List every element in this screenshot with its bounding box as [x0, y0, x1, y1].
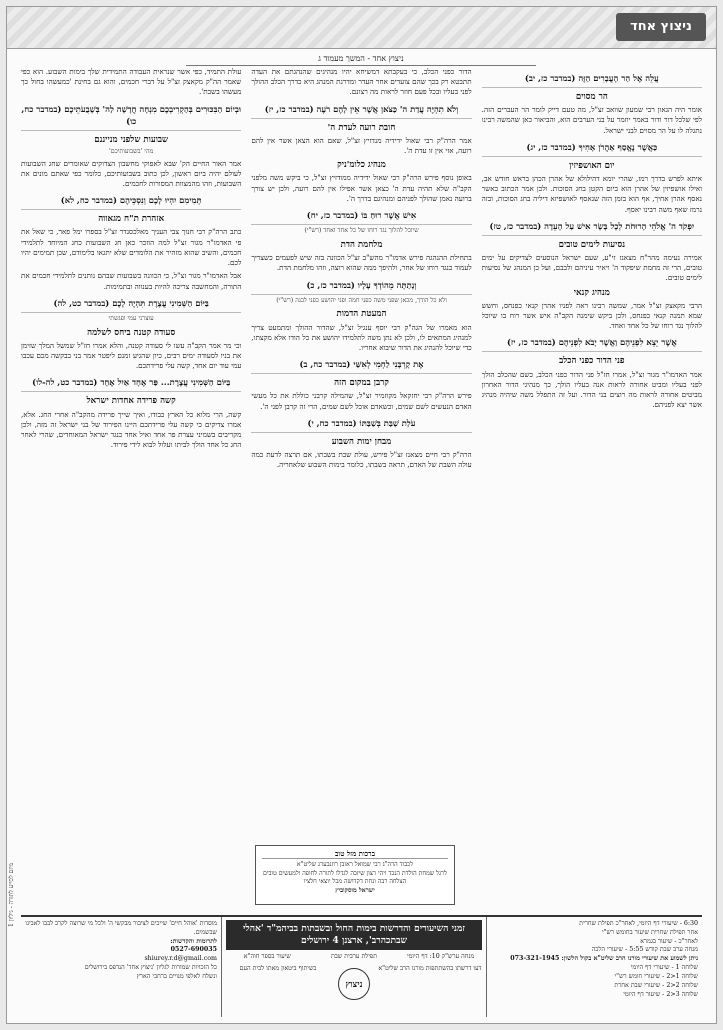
paragraph: אבל האדמו"ר מגור זצ"ל, כי הכוונה בשבועות שבהם נותנים לתלמידי חכמים את התורה, והמחשבה צריכה להיות בענווה ובתמימות. [21, 271, 242, 291]
side-strip [7, 862, 21, 1017]
contact-line: לתרומות והקדשות: [170, 937, 217, 945]
section-title: קרבן במקום הזה [334, 378, 389, 389]
time-cell: תפילת ערבית שבת [330, 952, 378, 960]
section-title: סעודה קטנה ביחס לשלמה [87, 327, 176, 338]
paragraph: הוא מאמרו של הגה"ק רבי יוסף ענגיל זצ"ל, שהדור ההולך ומתמעט צריך למנהיג המתאים לו, ולכן לא נתן משה לתלמידו יהושע את כל הודו אלא מקצתו, כדי שיוכל להנהיג את הדור שיבוא אחריו. [251, 322, 472, 353]
paragraph: הדור כפני הכלב, כי בעקבתא דמשיחא יהיו מנהיגים שהנהגתם את העדה תתבטא רק בכך שהם צועדים אחר העדר ומדרגת המנהג היא כדרך הכלב ההולך לפני בעליו ובכל פעם חוזר לראות מה רצונם. [251, 67, 472, 97]
paragraph: קשה, הרי מלוא כל הארץ כבודו, ואיך שייך פרידה מהקב"ה אחרי החג. אלא, אמרו צדיקים כי קשה עלי פרידתכם היינו הפירוד של בני ישראל זה מזה, ולכן מקריבים בשמיני עצרת פר אחד ואיל אחד כנגד ישראל המאוחדים, שהרי לאחר החג כל אחד הולך לביתו ועלול לבוא לידי פירוד. [21, 409, 242, 450]
section-title: פני הדור כפני הכלב [559, 356, 625, 367]
paragraph: אמר האור החיים הק' שבא לאפוקי מחשבון הצדוקים שאומרים שחג השבועות לעולם יהיה ביום ראשון, לכן כתוב בשבועותיכם, כלומר כפי שאתם מונים את השבועות, וזהו מהמצוות המסורות לחכמים. [21, 158, 242, 189]
schedule-line: אחר תפילת שחרית שיעור בחומש רש"י [602, 928, 698, 936]
paragraph: פירש הרה"ק רבי יחזקאל מקוזמיר זצ"ל, שהמילה קרבני כוללת את כל מעשי האדם הנעשים לשם שמים, וכשאדם אוכל לשם שמים, הרי זה קרבן לפני ה'. [251, 391, 472, 411]
column-middle [251, 67, 471, 907]
note: מהי 'בשבועותיכם' [109, 147, 154, 155]
section-title: אזהרת ת"ח מגאווה [98, 214, 165, 225]
section-title: קשה פרידה אחדות ישראל [86, 396, 176, 407]
verse-heading: אֲשֶׁר יֵצֵא לִפְנֵיהֶם וַאֲשֶׁר יָבֹא לִפְנֵיהֶם (במדבר כז, יז) [482, 337, 702, 352]
congratulations-box [255, 845, 455, 905]
verse-heading: עֹלַת שַׁבַּת בְּשַׁבַּתּוֹ (במדבר כח, י) [251, 418, 471, 433]
verse-heading: בַּיּוֹם הַשְּׁמִינִי עֲצֶרֶת... פַּר אֶחָד אַיִל אֶחָד (במדבר כט, לה-לו) [21, 377, 241, 392]
paragraph: כתב הרה"ק רבי חנוך צבי העניך מאלכסנדר זצ"ל בספרו ימל פאר, כי שאל את פי האדמו"ר מגור זצ"ל למה הוזכר כאן חג השבועות כחג המיוחד לתלמידי חכמים, והשיב שהוא מזהיר את הלומדים שלא יתגאו בלימודם, שכן תמימים יהיו לכם. [21, 227, 242, 268]
verse-heading: יִפְקֹד ה' אֱלֹהֵי הָרוּחֹת לְכָל בָּשָׂר אִישׁ עַל הָעֵדָה (במדבר כז, טז) [482, 221, 702, 236]
phone-line: ניתן לשמוע את שיעורי מורנו הרב שליט"א בקול הלשון: 073-321-1945 [510, 955, 698, 963]
contact-line: כל הזכויות שמורות לגליון 'ניצוץ אחד' הנדפס בירושלים [84, 964, 217, 972]
verse-heading: תְּמִימִם יִהְיוּ לָכֶם וְנִסְכֵּיהֶם (במדבר כח, לא) [21, 195, 241, 210]
paragraph: אמר האדמו"ר מגור זצ"ל, אמרו חז"ל פני הדור כפני הכלב, כשם שהכלב הולך לפני בעליו ומביט אחורה לראות אנה בעליו הולך, כך מנהיגי הדור האחרון מביטים אחורה לראות מה רוצים בני הדור. ועל זה התפלל משה שיהיה מנהיג אשר יצא לפניהם. [481, 369, 702, 410]
contact-line: מוסדות 'אוהל חיים' שייכים לציבור מבקשי ה' ולכל מי שרוצה לקרב לבבו לאבינו שבשמים. [25, 920, 217, 936]
verse-heading: בַּיּוֹם הַשְּׁמִינִי עֲצֶרֶת תִּהְיֶה לָכֶם (במדבר כט, לה) [21, 298, 241, 313]
column-right [482, 67, 702, 907]
schedule-line: 6:30 - שיעורי דף היומי, לאחר"כ תפילת שחרית [579, 920, 698, 927]
verse-heading: וּבְיוֹם הַבִּכּוּרִים בְּהַקְרִיבְכֶם מִנְחָה חֲדָשָׁה לַה' בְּשָׁבֻעֹתֵיכֶם (במדבר כח, כו) [21, 104, 241, 131]
box-line: לרגל שמחת הולדת הנכד ויהי רצון שיזכה לגדלו לתורה לחופה ולמעשים טובים [263, 869, 447, 877]
logo: ניצוץ [338, 968, 370, 1000]
paragraph: איתא לפרש בדרך רמז, שהרי יומא דהילולא של אהרן הכהן בראש חודש אב, ואילו אושפיזין של אהרן הוא ביום הקטן בחג הסוכות. ולכן אמר הכתוב כאשר נאסף אהרן אחיך, אף הוא בזמן הזה שנאסף לאושפיזא דיליה בחג הסוכות, ובזה נרמז שאף משה רבינו יאסף. [481, 173, 702, 214]
side-strip-text: מיזם לסייע לתורה - גיליון 1 [8, 862, 15, 927]
note-cell: דעו דרשתו בהשתתפות מורנו הרב שליט"א [378, 964, 482, 972]
running-head: ניצוץ אחד - המשך מעמוד ג [186, 54, 536, 66]
box-title: ברכות מזל טוב [262, 849, 448, 859]
times-row [226, 953, 482, 962]
section-title: שבועות שלפני מנייננם [94, 134, 169, 145]
contact-panel [21, 917, 221, 1017]
paragraph: וכי מר אמר הקב"ה עשו לי סעודה קטנה, והלא אמרו חז"ל שמשל המלך שזימן את בניו לסעודה ימים רבים, כיון שהגיע זמנם ליפטר אמר בני בבקשה מכם עכבו עמי עוד יום אחד, קשה עלי פרידתכם. [21, 340, 242, 371]
extension-line: שלוחה 3<2 - שיעור דף היומי [623, 990, 698, 998]
paragraph: אמירה נעימה מהר"ח מצאנז זי"ע, שעם ישראל הנוסעים לצדיקים על ימים טובים, הרי זה מחמת שיפקוד ה' ויאיר עיניהם ולבבם, ועל כן המנהג של נסיעות לימים טובים. [481, 252, 702, 283]
schedule-panel [487, 917, 702, 1017]
paragraph: אומר היה הגאון רבי שמעון שוואב זצ"ל, מה טעם דייק לומר הר העברים הזה. לפי שלכל דור ודור באמר יוזמר על בני הערבים הוא, והביאור כאן שהמשה רבינו נתגלה לו על הר מסוים לבני ישראל. [481, 105, 702, 135]
verse-heading: וְנָתַתָּה מֵהוֹדְךָ עָלָיו (במדבר כז, כ) [251, 280, 471, 295]
section-title: מנהיג קנאי [573, 287, 610, 298]
verse-heading: וְלֹא תִהְיֶה עֲדַת ה' כַּצֹּאן אֲשֶׁר אֵין לָהֶם רֹעֶה (במדבר כז, יז) [251, 104, 471, 119]
paragraph: אמר הרה"ק רבי שאול ידידיה מנדזיץ זצ"ל, שאם הוא הצאן אשר אין להם רועה, אזי אין זו עדת ה'. [251, 135, 472, 155]
section-title: נסיעות לימים טובים [558, 239, 626, 250]
time-cell: שיעור בספר חוה"א [243, 952, 291, 960]
verse-heading: עֲלֵה אֶל הַר הָעֲבָרִים הַזֶּה (במדבר כז, יב) [482, 73, 702, 88]
box-line: הצלחה רבה ונחת דקדושה מכל יוצאי חלציו [303, 878, 407, 886]
rashi-note: ולא כל הודך, מכאן שפני משה כפני חמה ופני יהושע כפני לבנה (רש"י) [276, 296, 447, 304]
paragraph: באופן נוסף פירש הרה"ק רבי שאול ידידיה ממודזיץ זצ"ל, כי ביקש משה מלפני הקב"ה שלא תהיה עדת ה' כצאן אשר אפילו אין להם רועה, ולכן יש צורך ברועה נאמן שהולך לפניהם ומנהיגם בדרך ה'. [251, 173, 472, 203]
times-title: זמני השיעורים והדרשות בימות החול ובשבתות בביהמ"ד 'אהלי שבתכהרב', ארצנן 4 ירושלים [226, 920, 482, 950]
phone-number[interactable]: 0527-690035 [170, 946, 217, 954]
section-title: חובת רועה לעדת ה' [327, 122, 396, 133]
extension-line: שלוחה 1 - שיעורי דף היומי [630, 964, 698, 972]
paragraph: הרה"ק רבי חיים מצאנז זצ"ל פירש, עולת שבת בשבתו, אם תרצה לדעת כמה עולה השבת של האדם, תראה בשבתו, כלומר בימות השבוע שלאחריה. [251, 449, 472, 470]
footer [21, 915, 702, 1017]
section-title: המעטת הדמות [336, 309, 387, 320]
paragraph: עולת התמיד, כפי אשר שנראית העבודה התמידית שלך בימות השבוע. הוא כפי שאמר הה"ק מקאצק זצ"ל על דברי חכמים, והוא גם בחינת 'כמעשהו בחול כך מעשהו בשבת'. [21, 67, 242, 97]
paragraph: הרבי מקאצק זצ"ל אמר, שמשה רבינו ראה לפניו אהרן קנאי כפנחס, וחשש שמא תמנה קנאי כפנחס, ולכן ביקש שימנה הקב"ה איש אשר רוח בו שיוכל להלוך נגד רוחו של כל אחד ואחד. [481, 300, 702, 331]
header-banner [7, 7, 716, 49]
times-panel [221, 917, 487, 1017]
note-cell: בשיתוף ביטאון מאתו לבית העם [239, 964, 317, 972]
contact-line: ונשלח לאלפי מנויים ברחבי הארץ [136, 972, 217, 980]
schedule-line: מנחה ערב שבת קודש 5:55 - שיעורי הלכה [591, 946, 698, 954]
section-title: מבחן ימות השבוע [331, 436, 392, 447]
page-frame [6, 6, 717, 1024]
section-title: מלחמת הדת [340, 239, 383, 250]
section-title: הר מסוים [575, 91, 608, 102]
verse-heading: כַּאֲשֶׁר נֶאֱסַף אַהֲרֹן אָחִיךָ (במדבר כז, יג) [482, 142, 702, 157]
extension-line: שלוחה 2<2 - שיעורי שבת אחרת [614, 981, 698, 989]
newsletter-title: ניצוץ אחד [616, 13, 706, 41]
paragraph: בתחילת ההנהגה פירש אדמו"ר מהש"ב זצ"ל הכוונה בזה שיש לפעמים כשצריך לעמוד כנגד רוחו של אחר, ולהיפך ממה שהוא רוצה, וזהו מלחמת הדת. [251, 253, 472, 273]
times-row [226, 965, 482, 1003]
verse-heading: אֶת קָרְבָּנִי לַחְמִי לְאִשַּׁי (במדבר כח, ב) [251, 359, 471, 374]
section-title: יום האושפיזין [569, 160, 615, 171]
article-body [21, 67, 702, 907]
rashi-note: שיוכל להלוך נגד רוחו של כל אחד ואחד (רש"י) [304, 227, 419, 234]
box-line: לכבוד הרה"ג רבי שמואל ראובן רוזנבערג שליט"א [296, 861, 414, 869]
note: עוצרני עמי ופגשתי [108, 314, 154, 322]
extension-line: שלוחה 1<2 - שיעורי חומש רש"י [614, 972, 698, 980]
schedule-line: לאחר"כ - שיעור בגמרא [640, 937, 698, 945]
time-cell: מנחה ערש"ק 10: דף היומי [407, 952, 475, 960]
box-signature: ישראל מוסקוביץ [335, 886, 375, 894]
column-left [21, 67, 241, 907]
email-link[interactable]: shiurey.r.d@gmail.com [144, 955, 217, 963]
verse-heading: אִישׁ אֲשֶׁר רוּחַ בּוֹ (במדבר כז, יח) [251, 210, 471, 225]
section-title: מנהיג כלומ'ניק [337, 160, 386, 171]
